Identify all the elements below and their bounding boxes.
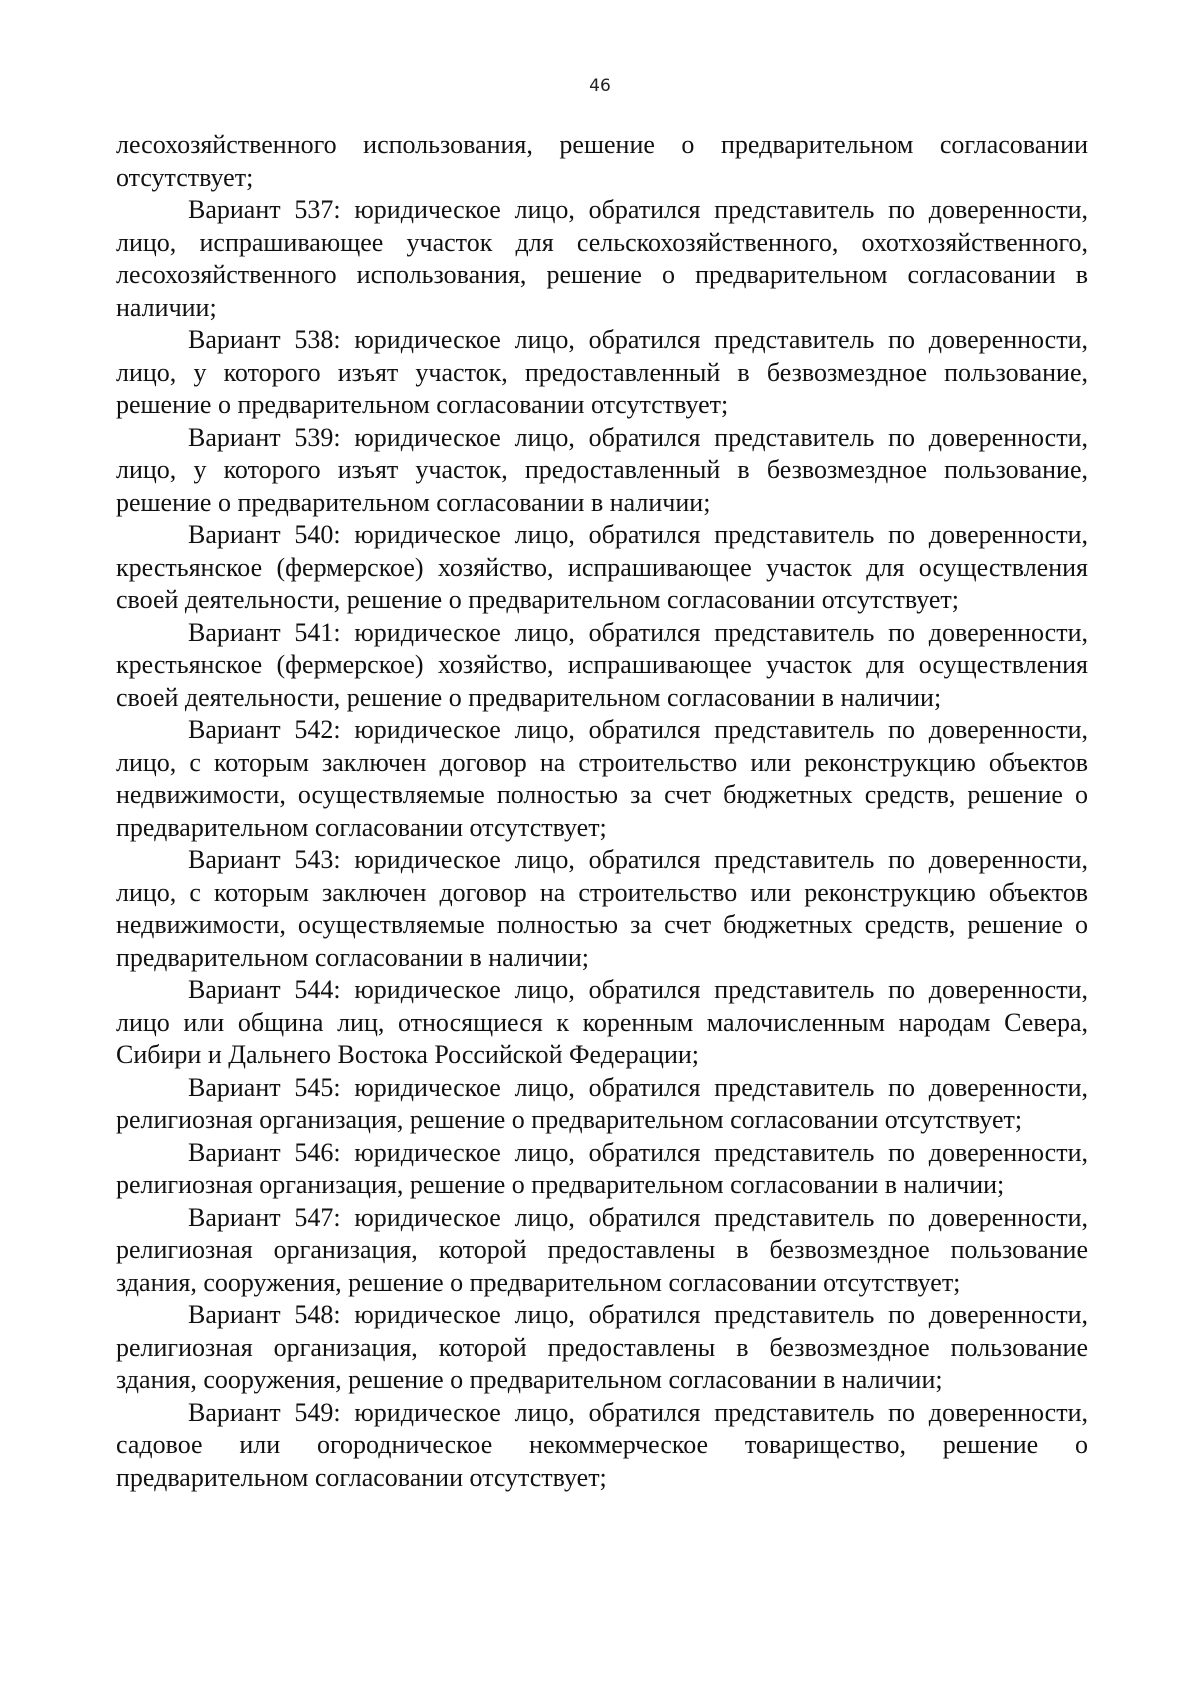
paragraph-variant-539: Вариант 539: юридическое лицо, обратился представитель по доверенности, лицо, у которого изъят участок, предоставленный в безвозмездное пользование, решение о предварительном согласовании в наличии; — [116, 422, 1088, 517]
page-number: 46 — [589, 76, 611, 96]
paragraph-variant-549: Вариант 549: юридическое лицо, обратился представитель по доверенности, садовое или огородническое некоммерческое товарищество, решение о предварительном согласовании отсутствует; — [116, 1397, 1088, 1492]
paragraph-continuation: лесохозяйственного использования, решение о предварительном согласовании отсутствует; — [116, 130, 1088, 192]
paragraph-variant-540: Вариант 540: юридическое лицо, обратился представитель по доверенности, крестьянское (фермерское) хозяйство, испрашивающее участок для осуществления своей деятельности, решение о предварительном согласовании отсутствует; — [116, 520, 1088, 614]
paragraph-variant-537: Вариант 537: юридическое лицо, обратился представитель по доверенности, лицо, испрашивающее участок для сельскохозяйственного, охотхозяйственного, лесохозяйственного использования, решение о предварительном согласовании в наличии; — [116, 195, 1088, 322]
paragraph-variant-542: Вариант 542: юридическое лицо, обратился представитель по доверенности, лицо, с которым заключен договор на строительство или реконструкцию объектов недвижимости, осуществляемые полностью за счет бюджетных средств, решение о предварительном согласовании отсутствует; — [116, 715, 1088, 842]
document-body — [116, 129, 1088, 1494]
paragraph-variant-547: Вариант 547: юридическое лицо, обратился представитель по доверенности, религиозная организация, которой предоставлены в безвозмездное пользование здания, сооружения, решение о предварительном согласовании отсутствует; — [116, 1202, 1088, 1297]
paragraph-variant-543: Вариант 543: юридическое лицо, обратился представитель по доверенности, лицо, с которым заключен договор на строительство или реконструкцию объектов недвижимости, осуществляемые полностью за счет бюджетных средств, решение о предварительном согласовании в наличии; — [116, 845, 1088, 972]
paragraph-variant-544: Вариант 544: юридическое лицо, обратился представитель по доверенности, лицо или община лиц, относящиеся к коренным малочисленным народам Севера, Сибири и Дальнего Востока Российской Федерации; — [116, 975, 1088, 1069]
paragraph-variant-548: Вариант 548: юридическое лицо, обратился представитель по доверенности, религиозная организация, которой предоставлены в безвозмездное пользование здания, сооружения, решение о предварительном согласовании в наличии; — [116, 1300, 1088, 1394]
paragraph-variant-545: Вариант 545: юридическое лицо, обратился представитель по доверенности, религиозная организация, решение о предварительном согласовании отсутствует; — [116, 1072, 1088, 1134]
paragraph-variant-538: Вариант 538: юридическое лицо, обратился представитель по доверенности, лицо, у которого изъят участок, предоставленный в безвозмездное пользование, решение о предварительном согласовании отсутствует; — [116, 325, 1088, 419]
paragraph-variant-541: Вариант 541: юридическое лицо, обратился представитель по доверенности, крестьянское (фермерское) хозяйство, испрашивающее участок для осуществления своей деятельности, решение о предварительном согласовании в наличии; — [116, 617, 1088, 712]
paragraph-variant-546: Вариант 546: юридическое лицо, обратился представитель по доверенности, религиозная организация, решение о предварительном согласовании в наличии; — [116, 1137, 1088, 1199]
